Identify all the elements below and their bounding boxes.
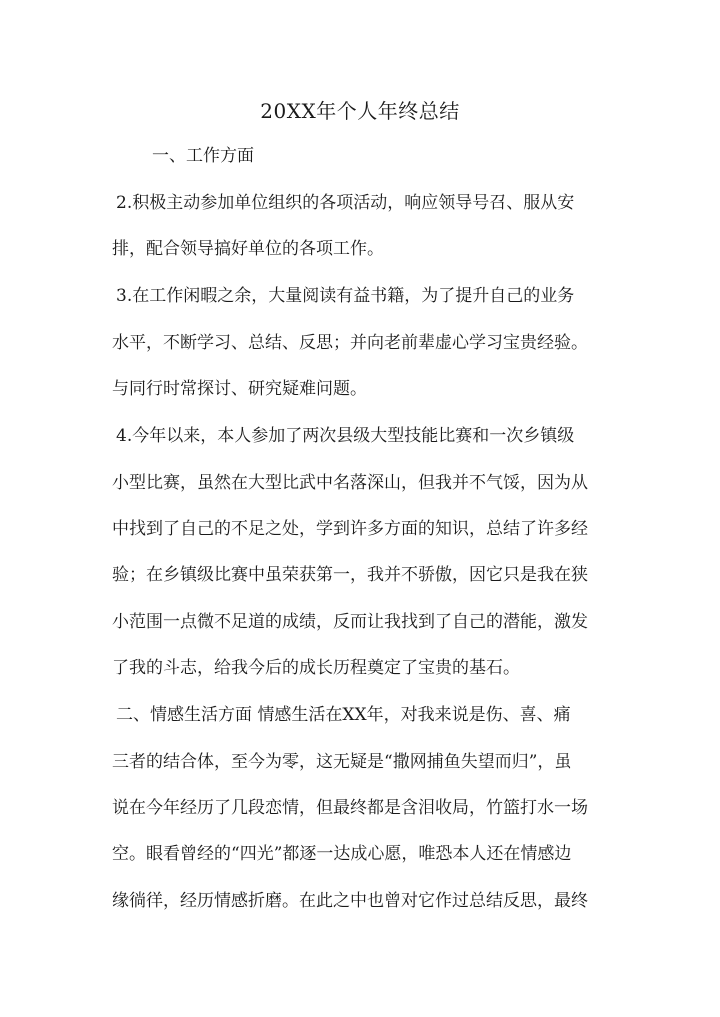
paragraph-line: 小范围一点微不足道的成绩，反而让我找到了自己的潜能，激发	[112, 612, 588, 632]
paragraph-line: 空。眼看曾经的“四光”都逐一达成心愿，唯恐本人还在情感边	[112, 844, 572, 864]
paragraph-line: 4.今年以来，本人参加了两次县级大型技能比赛和一次乡镇级	[116, 426, 575, 446]
paragraph-line: 3.在工作闲暇之余，大量阅读有益书籍，为了提升自己的业务	[116, 286, 575, 306]
paragraph-line: 排，配合领导搞好单位的各项工作。	[112, 239, 384, 259]
section-heading-emotion: 二、情感生活方面 情感生活在XX年，对我来说是伤、喜、痛	[116, 705, 571, 725]
paragraph-line: 小型比赛，虽然在大型比武中名落深山，但我并不气馁，因为从	[112, 473, 588, 493]
paragraph-line: 缘徜徉，经历情感折磨。在此之中也曾对它作过总结反思，最终	[112, 891, 588, 911]
paragraph-line: 2.积极主动参加单位组织的各项活动，响应领导号召、服从安	[116, 193, 575, 213]
paragraph-line: 验；在乡镇级比赛中虽荣获第一，我并不骄傲，因它只是我在狭	[112, 565, 588, 585]
paragraph-line: 了我的斗志，给我今后的成长历程奠定了宝贵的基石。	[112, 658, 520, 678]
document-title: 20XX年个人年终总结	[260, 99, 460, 123]
paragraph-line: 水平，不断学习、总结、反思；并向老前辈虚心学习宝贵经验。	[112, 333, 588, 353]
paragraph-line: 与同行时常探讨、研究疑难问题。	[112, 379, 367, 399]
section-heading-work: 一、工作方面	[152, 146, 254, 166]
paragraph-line: 三者的结合体，至今为零，这无疑是“撒网捕鱼失望而归”，虽	[112, 752, 572, 772]
paragraph-line: 中找到了自己的不足之处，学到许多方面的知识，总结了许多经	[112, 519, 588, 539]
paragraph-line: 说在今年经历了几段恋情，但最终都是含泪收局，竹篮打水一场	[112, 798, 588, 818]
